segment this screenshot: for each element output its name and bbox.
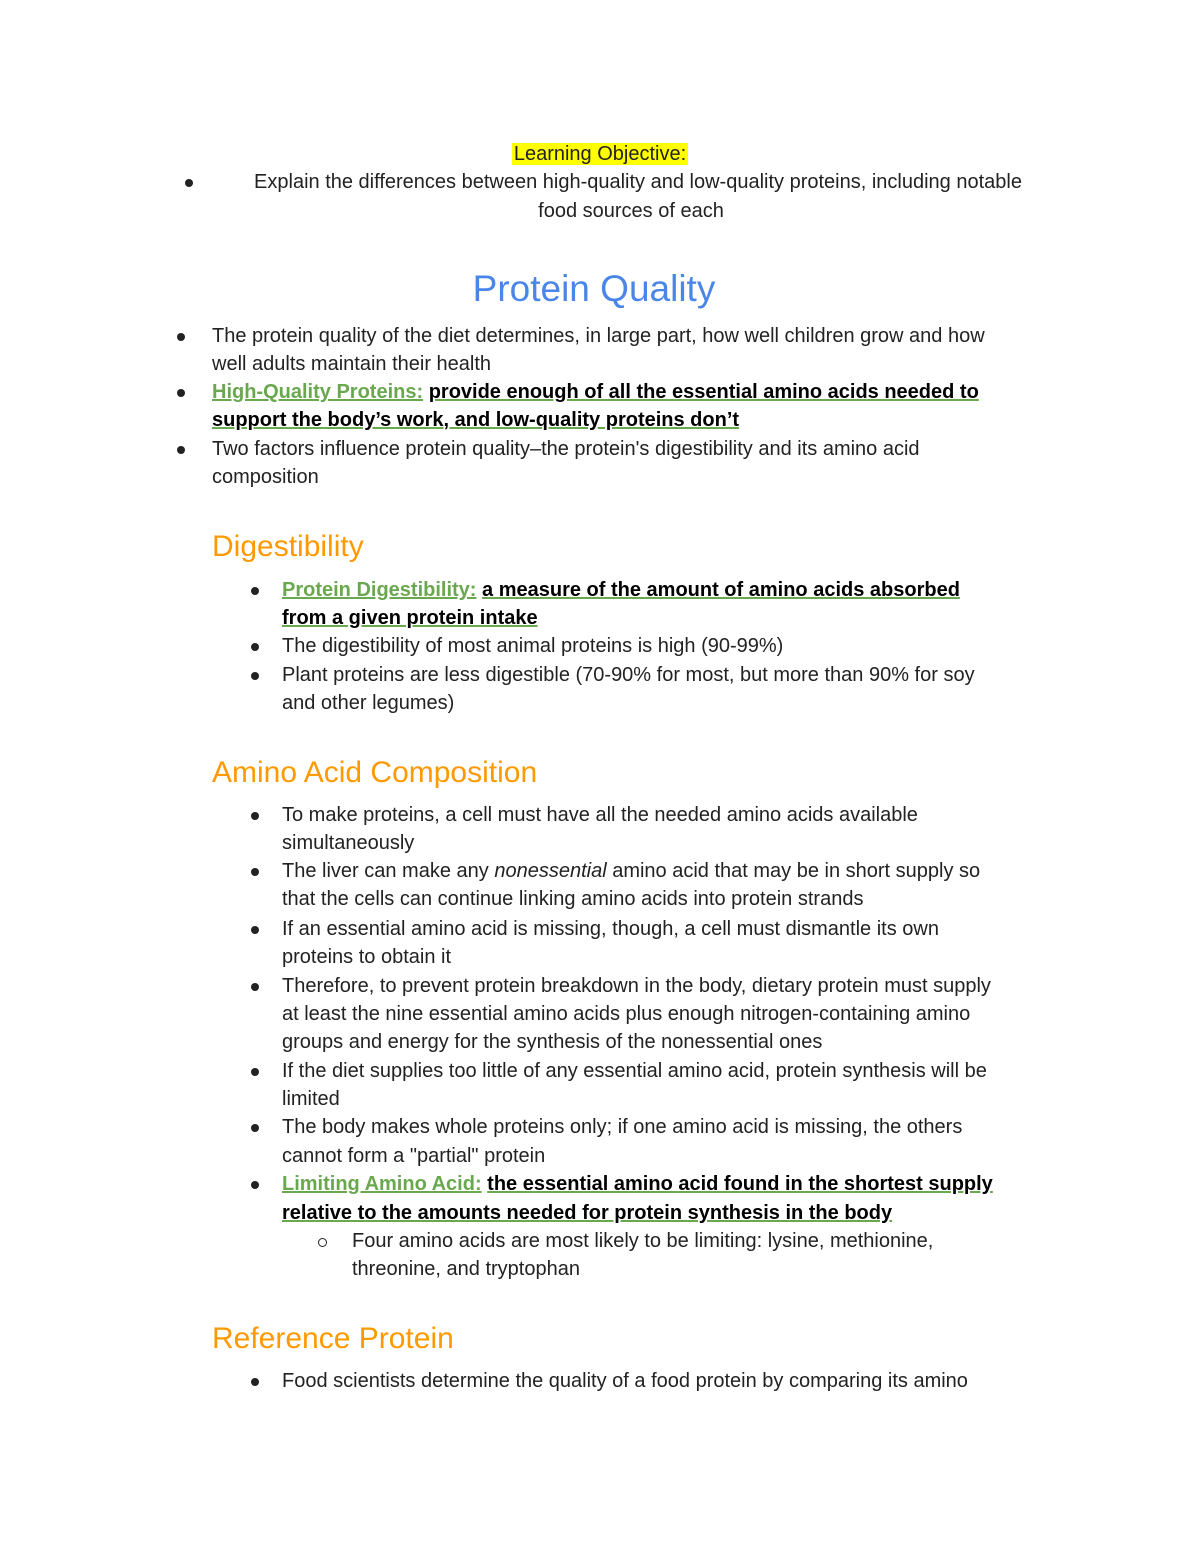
paragraph-line: cannot form a "partial" protein [282, 1145, 546, 1167]
paragraph-line: that the cells can continue linking amino acids into protein strands [282, 888, 864, 910]
paragraph-line: The digestibility of most animal proteins is high (90-99%) [282, 635, 784, 657]
paragraph-line: The protein quality of the diet determines, in large part, how well children grow and how [212, 325, 985, 347]
paragraph-line: If an essential amino acid is missing, though, a cell must dismantle its own [282, 918, 939, 940]
bullet [251, 926, 259, 934]
paragraph-line: Plant proteins are less digestible (70-90% for most, but more than 90% for soy [282, 664, 975, 686]
paragraph-line: groups and energy for the synthesis of the nonessential ones [282, 1031, 823, 1053]
paragraph-line: The liver can make any nonessential amino acid that may be in short supply so [282, 860, 981, 882]
section-heading-reference-protein: Reference Protein [212, 1322, 454, 1355]
bullet [251, 868, 259, 876]
paragraph-line: If the diet supplies too little of any essential amino acid, protein synthesis will be [282, 1060, 987, 1082]
term-protein-digestibility: Protein Digestibility: [282, 579, 477, 601]
definition-line: relative to the amounts needed for protein synthesis in the body [282, 1202, 893, 1224]
objective-text-line1: Explain the differences between high-quality and low-quality proteins, including notable [254, 171, 1022, 193]
paragraph-line: The body makes whole proteins only; if one amino acid is missing, the others [282, 1116, 963, 1138]
term-limiting-amino-acid: Limiting Amino Acid: [282, 1173, 482, 1195]
sub-bullet [318, 1238, 327, 1247]
definition-line: Protein Digestibility: a measure of the amount of amino acids absorbed [282, 579, 960, 601]
bullet [251, 1124, 259, 1132]
bullet [251, 1068, 259, 1076]
definition-line: Limiting Amino Acid: the essential amino acid found in the shortest supply [282, 1173, 993, 1195]
paragraph-line: Therefore, to prevent protein breakdown in the body, dietary protein must supply [282, 975, 991, 997]
bullet [177, 333, 185, 341]
objective-text-line2: food sources of each [538, 200, 724, 222]
term-high-quality-proteins: High-Quality Proteins: [212, 381, 424, 403]
bullet [251, 672, 259, 680]
page-title: Protein Quality [472, 268, 716, 309]
bullet [251, 1378, 259, 1386]
paragraph-line: proteins to obtain it [282, 946, 451, 968]
paragraph-line: To make proteins, a cell must have all the needed amino acids available [282, 804, 918, 826]
paragraph-line: Four amino acids are most likely to be limiting: lysine, methionine, [352, 1230, 934, 1252]
paragraph-line: Food scientists determine the quality of a food protein by comparing its amino [282, 1370, 968, 1392]
bullet [177, 446, 185, 454]
definition-line: from a given protein intake [282, 607, 538, 629]
bullet [185, 179, 193, 187]
section-heading-amino-acid-composition: Amino Acid Composition [212, 756, 538, 789]
paragraph-line: well adults maintain their health [212, 353, 492, 375]
paragraph-line: simultaneously [282, 832, 415, 854]
bullet [251, 587, 259, 595]
definition-line: support the body’s work, and low-quality proteins don’t [212, 409, 740, 431]
paragraph-line: Two factors influence protein quality–the protein's digestibility and its amino acid [212, 438, 920, 460]
paragraph-line: limited [282, 1088, 340, 1110]
objective-heading: Learning Objective: [513, 143, 687, 165]
bullet [251, 643, 259, 651]
paragraph-line: composition [212, 466, 319, 488]
bullet [251, 983, 259, 991]
bullet [251, 1181, 259, 1189]
paragraph-line: at least the nine essential amino acids plus enough nitrogen-containing amino [282, 1003, 971, 1025]
bullet [251, 812, 259, 820]
bullet [177, 389, 185, 397]
section-heading-digestibility: Digestibility [212, 530, 364, 563]
paragraph-line: and other legumes) [282, 692, 455, 714]
definition-line: High-Quality Proteins: provide enough of all the essential amino acids needed to [212, 381, 979, 403]
paragraph-line: threonine, and tryptophan [352, 1258, 580, 1280]
